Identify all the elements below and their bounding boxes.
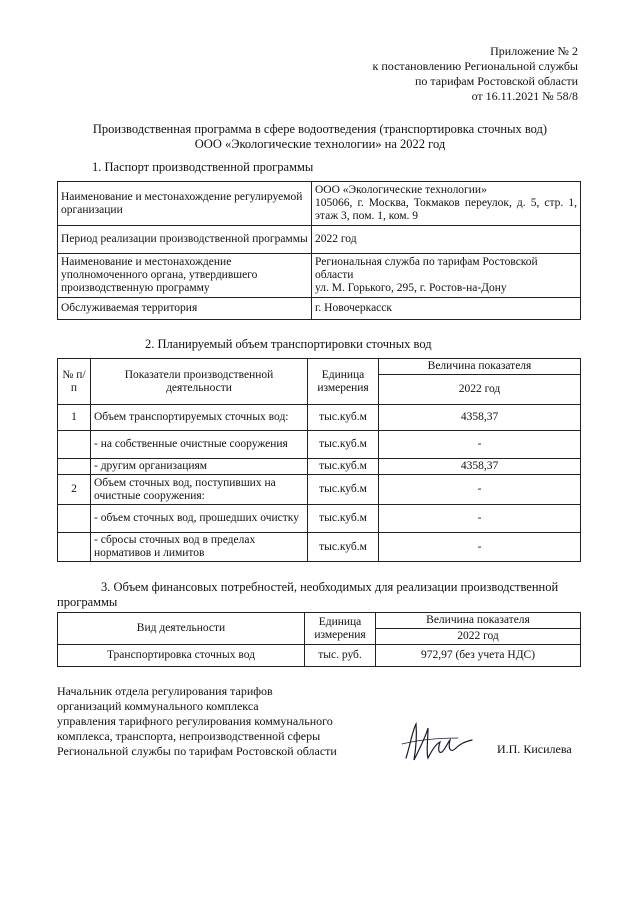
row-activity: Транспортировка сточных вод <box>58 645 305 667</box>
header-row <box>58 613 581 629</box>
passport-label: Наименование и местонахождение уполномоченного органа, утвердившего производственную программу <box>58 254 312 298</box>
table-row <box>58 533 581 562</box>
passport-value: 2022 год <box>312 226 581 254</box>
section-1-heading: 1. Паспорт производственной программы <box>92 160 314 174</box>
header-unit: Единица измерения <box>308 359 379 405</box>
table-row <box>58 254 581 298</box>
header-value-group: Величина показателя <box>376 613 581 629</box>
appendix-header <box>373 44 578 104</box>
section-3-heading-line-2: программы <box>57 595 118 609</box>
position-line: Начальник отдела регулирования тарифов <box>57 684 273 698</box>
signatory-name: И.П. Кисилева <box>497 742 572 756</box>
header-unit: Единица измерения <box>305 613 376 645</box>
row-value: 972,97 (без учета НДС) <box>376 645 581 667</box>
row-num <box>58 533 91 562</box>
org-address: 105066, г. Москва, Токмаков переулок, д. 5, стр. 1, этаж 3, пом. 1, ком. 9 <box>315 197 577 222</box>
table-row <box>58 475 581 505</box>
row-unit: тыс. руб. <box>305 645 376 667</box>
row-value: - <box>379 475 581 505</box>
appendix-line-4: от 16.11.2021 № 58/8 <box>471 89 578 103</box>
position-line: управления тарифного регулирования коммунального <box>57 714 333 728</box>
title-line-1: Производственная программа в сфере водоотведения (транспортировка сточных вод) <box>92 122 548 136</box>
handwritten-signature <box>398 718 478 766</box>
title-line-2: ООО «Экологические технологии» на 2022 год <box>194 137 446 151</box>
row-num <box>58 459 91 475</box>
row-num <box>58 505 91 533</box>
row-value: - <box>379 505 581 533</box>
row-unit: тыс.куб.м <box>308 459 379 475</box>
position-line: комплекса, транспорта, непроизводственной сферы <box>57 729 321 743</box>
passport-table <box>57 181 581 320</box>
position-line: организаций коммунального комплекса <box>57 699 259 713</box>
passport-value: г. Новочеркасск <box>312 298 581 320</box>
row-value: 4358,37 <box>379 459 581 475</box>
row-value: - <box>379 533 581 562</box>
passport-value <box>312 254 581 298</box>
table-row <box>58 182 581 226</box>
row-name: - объем сточных вод, прошедших очистку <box>91 505 308 533</box>
authority-address: ул. М. Горького, 295, г. Ростов-на-Дону <box>315 282 507 294</box>
row-name: - сбросы сточных вод в пределах нормативов и лимитов <box>91 533 308 562</box>
row-unit: тыс.куб.м <box>308 475 379 505</box>
row-name: Объем транспортируемых сточных вод: <box>91 405 308 431</box>
org-name: ООО «Экологические технологии» <box>315 184 487 196</box>
row-unit: тыс.куб.м <box>308 405 379 431</box>
row-value: 4358,37 <box>379 405 581 431</box>
row-name: - другим организациям <box>91 459 308 475</box>
table-row <box>58 298 581 320</box>
header-indicator: Показатели производственной деятельности <box>91 359 308 405</box>
appendix-line-3: по тарифам Ростовской области <box>414 74 578 88</box>
passport-value <box>312 182 581 226</box>
position-line: Региональной службы по тарифам Ростовской области <box>57 744 337 758</box>
section-3-heading-line-1: 3. Объем финансовых потребностей, необходимых для реализации производственной <box>101 580 559 594</box>
row-num <box>58 431 91 459</box>
appendix-line-2: к постановлению Региональной службы <box>372 59 578 73</box>
table-row <box>58 459 581 475</box>
row-name: - на собственные очистные сооружения <box>91 431 308 459</box>
passport-label: Наименование и местонахождение регулируемой организации <box>58 182 312 226</box>
passport-label: Обслуживаемая территория <box>58 298 312 320</box>
table-row <box>58 405 581 431</box>
header-value-group: Величина показателя <box>379 359 581 375</box>
row-unit: тыс.куб.м <box>308 533 379 562</box>
volume-table <box>57 358 581 562</box>
appendix-line-1: Приложение № 2 <box>490 44 578 58</box>
header-year: 2022 год <box>379 375 581 405</box>
row-num: 2 <box>58 475 91 505</box>
row-num: 1 <box>58 405 91 431</box>
passport-label: Период реализации производственной программы <box>58 226 312 254</box>
table-row <box>58 226 581 254</box>
signatory-position <box>57 684 337 759</box>
row-value: - <box>379 431 581 459</box>
table-row <box>58 645 581 667</box>
row-unit: тыс.куб.м <box>308 431 379 459</box>
table-row <box>58 505 581 533</box>
header-activity: Вид деятельности <box>58 613 305 645</box>
row-unit: тыс.куб.м <box>308 505 379 533</box>
document-title <box>60 122 580 152</box>
header-year: 2022 год <box>376 629 581 645</box>
table-row <box>58 431 581 459</box>
header-num: № п/п <box>58 359 91 405</box>
row-name: Объем сточных вод, поступивших на очистные сооружения: <box>91 475 308 505</box>
finance-table <box>57 612 581 667</box>
header-row <box>58 359 581 375</box>
authority-name: Региональная служба по тарифам Ростовской области <box>315 256 538 281</box>
section-2-heading: 2. Планируемый объем транспортировки сточных вод <box>145 337 432 351</box>
section-3-heading <box>57 580 581 610</box>
